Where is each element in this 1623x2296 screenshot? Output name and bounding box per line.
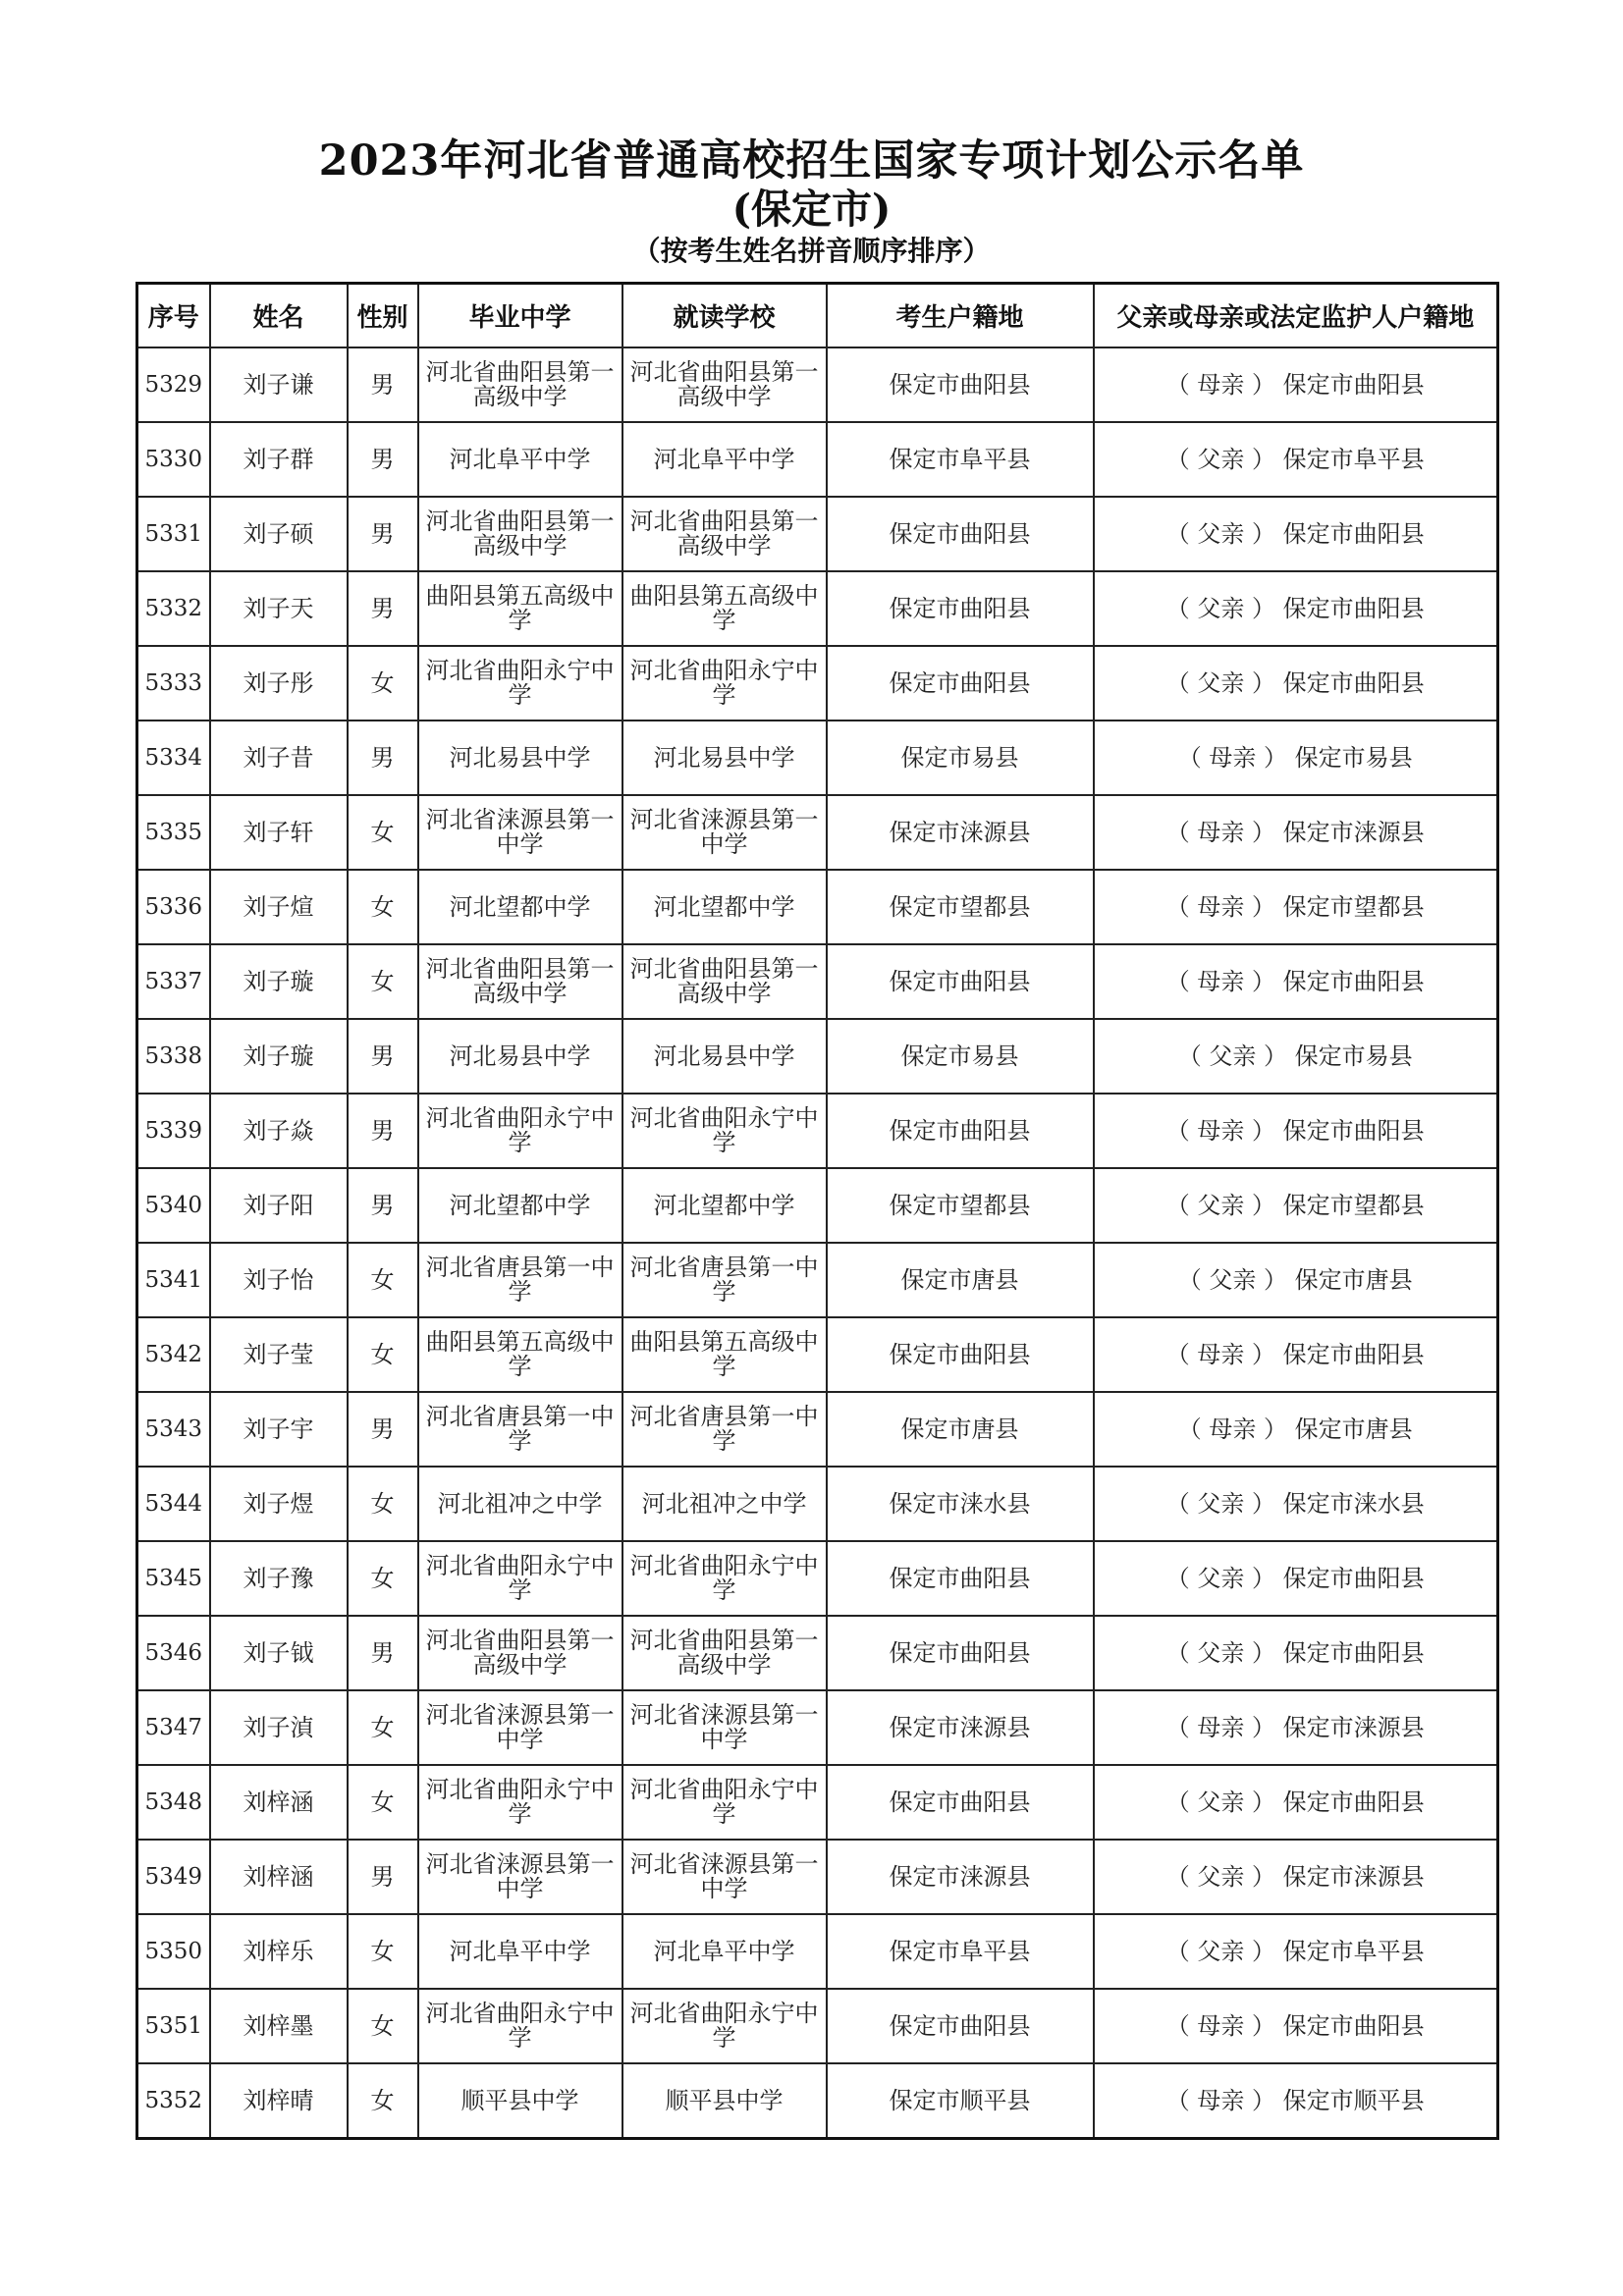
- table-row: [137, 1467, 1498, 1541]
- cell-guardian-hukou: （ 母亲 ） 保定市曲阳县: [1094, 1989, 1498, 2063]
- cell-current-school: 河北省曲阳县第一高级中学: [622, 347, 827, 422]
- cell-name: 刘子莹: [210, 1317, 348, 1392]
- cell-current-school: 河北省涞源县第一中学: [622, 795, 827, 870]
- cell-graduation-school: 河北阜平中学: [418, 1914, 622, 1989]
- cell-student-hukou: 保定市曲阳县: [827, 1765, 1094, 1840]
- cell-name: 刘子轩: [210, 795, 348, 870]
- cell-no: 5349: [137, 1840, 210, 1914]
- cell-no: 5342: [137, 1317, 210, 1392]
- cell-graduation-school: 河北省曲阳永宁中学: [418, 1765, 622, 1840]
- col-header-no: 序号: [137, 284, 210, 348]
- cell-gender: 女: [348, 944, 418, 1019]
- cell-gender: 男: [348, 1019, 418, 1094]
- cell-no: 5338: [137, 1019, 210, 1094]
- cell-gender: 男: [348, 1840, 418, 1914]
- city-subtitle: (保定市): [731, 186, 892, 233]
- cell-guardian-hukou: （ 父亲 ） 保定市易县: [1094, 1019, 1498, 1094]
- table-row: [137, 1989, 1498, 2063]
- cell-guardian-hukou: （ 父亲 ） 保定市阜平县: [1094, 422, 1498, 497]
- cell-no: 5341: [137, 1243, 210, 1317]
- cell-guardian-hukou: （ 母亲 ） 保定市唐县: [1094, 1392, 1498, 1467]
- cell-no: 5346: [137, 1616, 210, 1690]
- cell-graduation-school: 河北望都中学: [418, 1168, 622, 1243]
- table-row: [137, 497, 1498, 571]
- cell-gender: 男: [348, 1392, 418, 1467]
- col-header-student-hukou: 考生户籍地: [827, 284, 1094, 348]
- cell-student-hukou: 保定市曲阳县: [827, 1094, 1094, 1168]
- cell-student-hukou: 保定市望都县: [827, 1168, 1094, 1243]
- cell-current-school: 河北省曲阳县第一高级中学: [622, 944, 827, 1019]
- cell-no: 5336: [137, 870, 210, 944]
- cell-student-hukou: 保定市曲阳县: [827, 1616, 1094, 1690]
- cell-name: 刘子彤: [210, 646, 348, 721]
- cell-student-hukou: 保定市涞源县: [827, 795, 1094, 870]
- cell-current-school: 河北省唐县第一中学: [622, 1392, 827, 1467]
- table-header-row: [137, 284, 1498, 348]
- sort-note: （按考生姓名拼音顺序排序）: [632, 235, 991, 267]
- cell-guardian-hukou: （ 母亲 ） 保定市曲阳县: [1094, 944, 1498, 1019]
- cell-name: 刘子璇: [210, 1019, 348, 1094]
- cell-graduation-school: 河北阜平中学: [418, 422, 622, 497]
- cell-graduation-school: 顺平县中学: [418, 2063, 622, 2139]
- cell-guardian-hukou: （ 母亲 ） 保定市望都县: [1094, 870, 1498, 944]
- cell-gender: 男: [348, 571, 418, 646]
- cell-current-school: 河北省涞源县第一中学: [622, 1840, 827, 1914]
- table-row: [137, 944, 1498, 1019]
- cell-no: 5347: [137, 1690, 210, 1765]
- cell-graduation-school: 河北省涞源县第一中学: [418, 795, 622, 870]
- cell-no: 5334: [137, 721, 210, 795]
- cell-no: 5335: [137, 795, 210, 870]
- cell-gender: 男: [348, 497, 418, 571]
- cell-no: 5339: [137, 1094, 210, 1168]
- cell-guardian-hukou: （ 父亲 ） 保定市曲阳县: [1094, 571, 1498, 646]
- cell-current-school: 曲阳县第五高级中学: [622, 571, 827, 646]
- cell-guardian-hukou: （ 父亲 ） 保定市曲阳县: [1094, 1541, 1498, 1616]
- cell-guardian-hukou: （ 母亲 ） 保定市顺平县: [1094, 2063, 1498, 2139]
- cell-gender: 女: [348, 646, 418, 721]
- table-row: [137, 1690, 1498, 1765]
- cell-graduation-school: 河北省曲阳县第一高级中学: [418, 944, 622, 1019]
- cell-current-school: 河北望都中学: [622, 870, 827, 944]
- cell-student-hukou: 保定市涞水县: [827, 1467, 1094, 1541]
- cell-guardian-hukou: （ 父亲 ） 保定市唐县: [1094, 1243, 1498, 1317]
- cell-student-hukou: 保定市阜平县: [827, 1914, 1094, 1989]
- cell-name: 刘子煊: [210, 870, 348, 944]
- cell-current-school: 河北省曲阳永宁中学: [622, 1541, 827, 1616]
- cell-current-school: 河北阜平中学: [622, 422, 827, 497]
- cell-current-school: 曲阳县第五高级中学: [622, 1317, 827, 1392]
- cell-student-hukou: 保定市曲阳县: [827, 347, 1094, 422]
- table-row: [137, 1392, 1498, 1467]
- cell-current-school: 河北望都中学: [622, 1168, 827, 1243]
- cell-gender: 男: [348, 721, 418, 795]
- cell-gender: 女: [348, 1765, 418, 1840]
- cell-graduation-school: 曲阳县第五高级中学: [418, 1317, 622, 1392]
- cell-graduation-school: 河北省曲阳永宁中学: [418, 1989, 622, 2063]
- cell-student-hukou: 保定市曲阳县: [827, 1989, 1094, 2063]
- cell-graduation-school: 河北易县中学: [418, 721, 622, 795]
- cell-name: 刘子阳: [210, 1168, 348, 1243]
- cell-current-school: 河北省曲阳县第一高级中学: [622, 1616, 827, 1690]
- cell-gender: 女: [348, 1914, 418, 1989]
- cell-no: 5344: [137, 1467, 210, 1541]
- table-row: [137, 1541, 1498, 1616]
- cell-guardian-hukou: （ 父亲 ） 保定市曲阳县: [1094, 497, 1498, 571]
- cell-no: 5351: [137, 1989, 210, 2063]
- cell-student-hukou: 保定市曲阳县: [827, 646, 1094, 721]
- cell-guardian-hukou: （ 母亲 ） 保定市曲阳县: [1094, 1094, 1498, 1168]
- col-header-guardian-hukou: 父亲或母亲或法定监护人户籍地: [1094, 284, 1498, 348]
- cell-student-hukou: 保定市涞源县: [827, 1840, 1094, 1914]
- cell-guardian-hukou: （ 母亲 ） 保定市曲阳县: [1094, 347, 1498, 422]
- cell-name: 刘子天: [210, 571, 348, 646]
- cell-current-school: 河北省曲阳永宁中学: [622, 1094, 827, 1168]
- cell-guardian-hukou: （ 父亲 ） 保定市曲阳县: [1094, 646, 1498, 721]
- cell-guardian-hukou: （ 母亲 ） 保定市易县: [1094, 721, 1498, 795]
- cell-guardian-hukou: （ 父亲 ） 保定市涞源县: [1094, 1840, 1498, 1914]
- table-row: [137, 1168, 1498, 1243]
- table-row: [137, 1840, 1498, 1914]
- cell-name: 刘梓涵: [210, 1765, 348, 1840]
- cell-gender: 女: [348, 795, 418, 870]
- cell-guardian-hukou: （ 父亲 ） 保定市曲阳县: [1094, 1765, 1498, 1840]
- cell-name: 刘子湞: [210, 1690, 348, 1765]
- cell-gender: 女: [348, 1317, 418, 1392]
- table-row: [137, 1019, 1498, 1094]
- cell-name: 刘子焱: [210, 1094, 348, 1168]
- cell-gender: 男: [348, 1616, 418, 1690]
- cell-graduation-school: 河北易县中学: [418, 1019, 622, 1094]
- table-body: [137, 347, 1498, 2139]
- table-row: [137, 1914, 1498, 1989]
- cell-name: 刘子谦: [210, 347, 348, 422]
- cell-current-school: 河北易县中学: [622, 1019, 827, 1094]
- cell-name: 刘子昔: [210, 721, 348, 795]
- table-row: [137, 347, 1498, 422]
- cell-student-hukou: 保定市唐县: [827, 1243, 1094, 1317]
- cell-graduation-school: 河北望都中学: [418, 870, 622, 944]
- cell-gender: 女: [348, 870, 418, 944]
- cell-student-hukou: 保定市涞源县: [827, 1690, 1094, 1765]
- cell-graduation-school: 河北省曲阳县第一高级中学: [418, 497, 622, 571]
- table-row: [137, 721, 1498, 795]
- cell-guardian-hukou: （ 母亲 ） 保定市涞源县: [1094, 795, 1498, 870]
- cell-guardian-hukou: （ 父亲 ） 保定市涞水县: [1094, 1467, 1498, 1541]
- cell-student-hukou: 保定市易县: [827, 721, 1094, 795]
- cell-name: 刘子钺: [210, 1616, 348, 1690]
- cell-guardian-hukou: （ 母亲 ） 保定市曲阳县: [1094, 1317, 1498, 1392]
- cell-guardian-hukou: （ 父亲 ） 保定市曲阳县: [1094, 1616, 1498, 1690]
- table-row: [137, 1765, 1498, 1840]
- cell-gender: 男: [348, 1094, 418, 1168]
- cell-student-hukou: 保定市唐县: [827, 1392, 1094, 1467]
- col-header-name: 姓名: [210, 284, 348, 348]
- cell-guardian-hukou: （ 父亲 ） 保定市阜平县: [1094, 1914, 1498, 1989]
- cell-current-school: 河北省曲阳永宁中学: [622, 1989, 827, 2063]
- cell-name: 刘子宇: [210, 1392, 348, 1467]
- col-header-gender: 性别: [348, 284, 418, 348]
- cell-name: 刘梓墨: [210, 1989, 348, 2063]
- cell-no: 5337: [137, 944, 210, 1019]
- student-list-table: [135, 282, 1499, 2140]
- cell-graduation-school: 河北省涞源县第一中学: [418, 1840, 622, 1914]
- cell-current-school: 河北阜平中学: [622, 1914, 827, 1989]
- cell-student-hukou: 保定市曲阳县: [827, 1541, 1094, 1616]
- cell-graduation-school: 河北省曲阳永宁中学: [418, 646, 622, 721]
- cell-gender: 女: [348, 2063, 418, 2139]
- cell-graduation-school: 河北省涞源县第一中学: [418, 1690, 622, 1765]
- cell-graduation-school: 河北省曲阳县第一高级中学: [418, 347, 622, 422]
- cell-no: 5331: [137, 497, 210, 571]
- cell-name: 刘子豫: [210, 1541, 348, 1616]
- page-title: 2023年河北省普通高校招生国家专项计划公示名单: [318, 136, 1305, 186]
- table-row: [137, 870, 1498, 944]
- cell-name: 刘梓晴: [210, 2063, 348, 2139]
- cell-student-hukou: 保定市曲阳县: [827, 1317, 1094, 1392]
- cell-gender: 女: [348, 1989, 418, 2063]
- cell-guardian-hukou: （ 父亲 ） 保定市望都县: [1094, 1168, 1498, 1243]
- table-row: [137, 1317, 1498, 1392]
- table-row: [137, 1094, 1498, 1168]
- cell-gender: 男: [348, 422, 418, 497]
- cell-current-school: 河北省涞源县第一中学: [622, 1690, 827, 1765]
- cell-current-school: 河北易县中学: [622, 721, 827, 795]
- cell-current-school: 河北省曲阳县第一高级中学: [622, 497, 827, 571]
- cell-name: 刘子怡: [210, 1243, 348, 1317]
- col-header-graduation-school: 毕业中学: [418, 284, 622, 348]
- cell-graduation-school: 河北省曲阳永宁中学: [418, 1541, 622, 1616]
- cell-current-school: 河北省曲阳永宁中学: [622, 646, 827, 721]
- cell-graduation-school: 河北省唐县第一中学: [418, 1392, 622, 1467]
- cell-no: 5350: [137, 1914, 210, 1989]
- cell-guardian-hukou: （ 母亲 ） 保定市涞源县: [1094, 1690, 1498, 1765]
- cell-student-hukou: 保定市望都县: [827, 870, 1094, 944]
- cell-name: 刘梓涵: [210, 1840, 348, 1914]
- cell-no: 5348: [137, 1765, 210, 1840]
- cell-no: 5345: [137, 1541, 210, 1616]
- cell-no: 5333: [137, 646, 210, 721]
- cell-current-school: 顺平县中学: [622, 2063, 827, 2139]
- cell-graduation-school: 河北省曲阳县第一高级中学: [418, 1616, 622, 1690]
- table-row: [137, 1243, 1498, 1317]
- cell-name: 刘子群: [210, 422, 348, 497]
- cell-student-hukou: 保定市阜平县: [827, 422, 1094, 497]
- cell-student-hukou: 保定市曲阳县: [827, 497, 1094, 571]
- cell-name: 刘子煜: [210, 1467, 348, 1541]
- cell-name: 刘子硕: [210, 497, 348, 571]
- cell-student-hukou: 保定市易县: [827, 1019, 1094, 1094]
- cell-current-school: 河北省曲阳永宁中学: [622, 1765, 827, 1840]
- cell-student-hukou: 保定市曲阳县: [827, 571, 1094, 646]
- cell-student-hukou: 保定市顺平县: [827, 2063, 1094, 2139]
- cell-current-school: 河北祖冲之中学: [622, 1467, 827, 1541]
- cell-no: 5343: [137, 1392, 210, 1467]
- cell-gender: 女: [348, 1243, 418, 1317]
- table-row: [137, 795, 1498, 870]
- table-row: [137, 571, 1498, 646]
- cell-no: 5332: [137, 571, 210, 646]
- cell-no: 5340: [137, 1168, 210, 1243]
- cell-no: 5329: [137, 347, 210, 422]
- cell-no: 5352: [137, 2063, 210, 2139]
- table-row: [137, 422, 1498, 497]
- cell-name: 刘梓乐: [210, 1914, 348, 1989]
- cell-gender: 女: [348, 1690, 418, 1765]
- cell-gender: 男: [348, 347, 418, 422]
- cell-graduation-school: 河北省曲阳永宁中学: [418, 1094, 622, 1168]
- table-row: [137, 2063, 1498, 2139]
- cell-student-hukou: 保定市曲阳县: [827, 944, 1094, 1019]
- cell-gender: 女: [348, 1541, 418, 1616]
- cell-graduation-school: 河北省唐县第一中学: [418, 1243, 622, 1317]
- table-row: [137, 646, 1498, 721]
- cell-name: 刘子璇: [210, 944, 348, 1019]
- col-header-current-school: 就读学校: [622, 284, 827, 348]
- cell-gender: 男: [348, 1168, 418, 1243]
- cell-graduation-school: 曲阳县第五高级中学: [418, 571, 622, 646]
- table-row: [137, 1616, 1498, 1690]
- cell-no: 5330: [137, 422, 210, 497]
- cell-gender: 女: [348, 1467, 418, 1541]
- cell-graduation-school: 河北祖冲之中学: [418, 1467, 622, 1541]
- cell-current-school: 河北省唐县第一中学: [622, 1243, 827, 1317]
